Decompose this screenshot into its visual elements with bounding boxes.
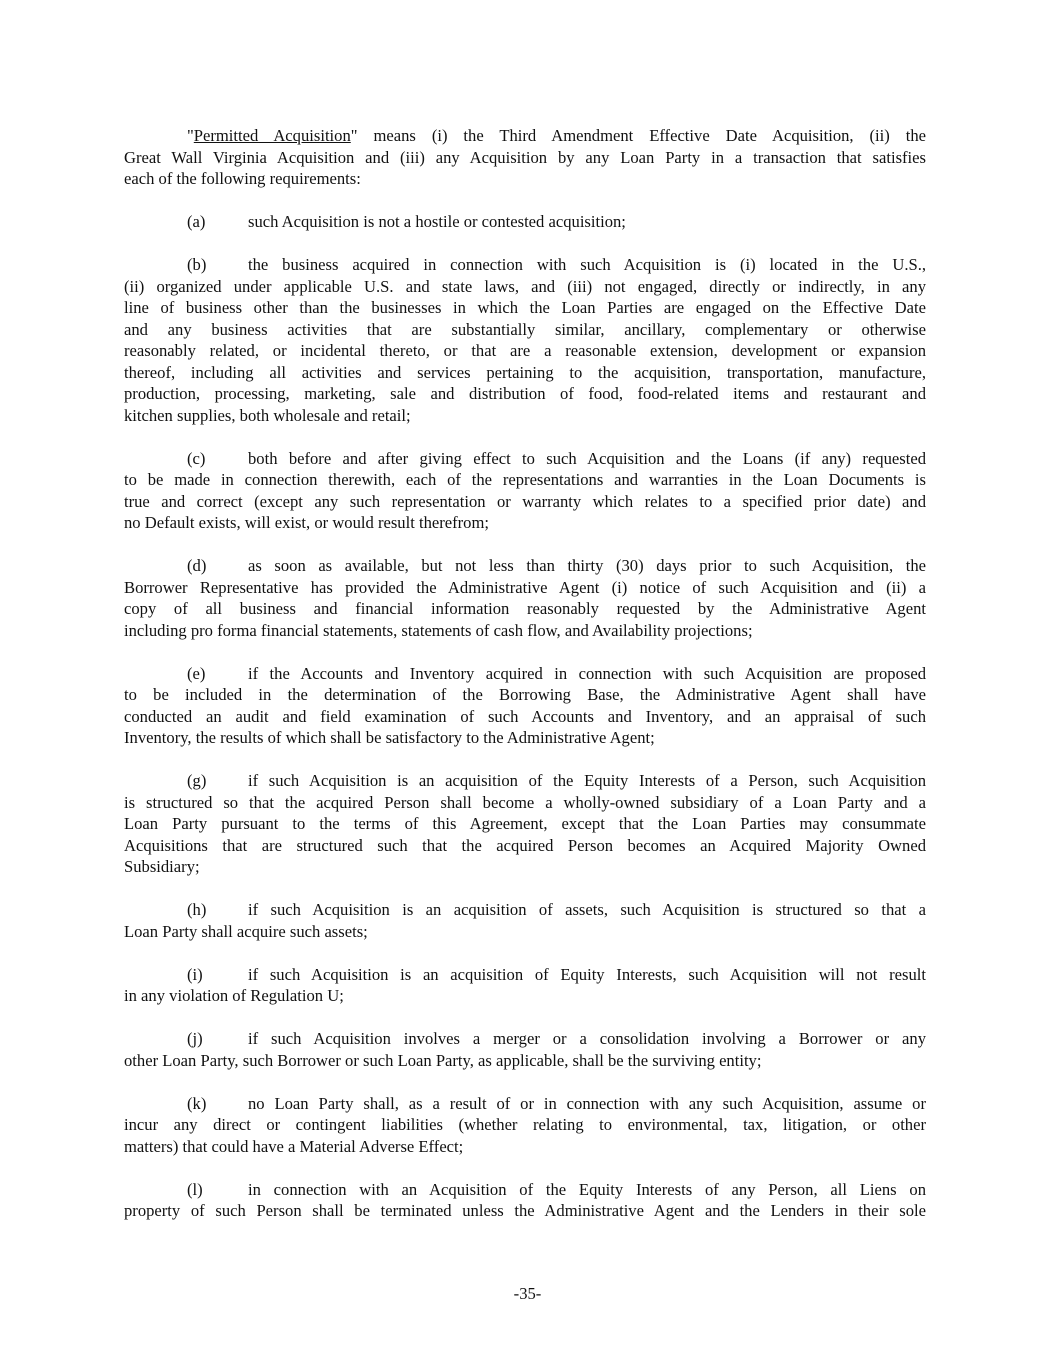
text-line: Loan Party pursuant to the terms of this Agreement, except that the Loan Parties may consummate [124, 814, 926, 833]
text-line [124, 964, 926, 986]
clause-label: (h) [187, 900, 207, 919]
text-line: line of business other than the businesses in which the Loan Parties are engaged on the Effective Date [124, 298, 926, 317]
text-line: Inventory, the results of which shall be satisfactory to the Administrative Agent; [124, 728, 655, 747]
clause-j [124, 1028, 926, 1071]
clause-l [124, 1179, 926, 1222]
line-text: if such Acquisition is an acquisition of assets, such Acquisition is structured so that a [248, 900, 926, 919]
text-line [124, 1093, 926, 1115]
clause-label: (d) [187, 556, 207, 575]
line-text: both before and after giving effect to such Acquisition and the Loans (if any) requested [248, 448, 926, 468]
text-line [124, 663, 926, 685]
text-line: Subsidiary; [124, 857, 200, 876]
line-text: no Loan Party shall, as a result of or in connection with any such Acquisition, assume or [248, 1093, 926, 1113]
clause-b [124, 254, 926, 426]
clause-label: (i) [187, 964, 203, 984]
text-line: matters) that could have a Material Adverse Effect; [124, 1136, 464, 1156]
text-line: Borrower Representative has provided the Administrative Agent (i) notice of such Acquisition and (ii) a [124, 577, 926, 597]
clause-e [124, 663, 926, 749]
clause-g [124, 770, 926, 878]
line-text: as soon as available, but not less than thirty (30) days prior to such Acquisition, the [248, 556, 926, 575]
open-quote: " [187, 126, 194, 145]
line-text: such Acquisition is not a hostile or contested acquisition; [248, 212, 626, 231]
clause-label: (l) [187, 1179, 203, 1199]
text-line: each of the following requirements: [124, 169, 361, 188]
clause-d [124, 555, 926, 641]
text-line: conducted an audit and field examination of such Accounts and Inventory, and an appraisal of such [124, 706, 926, 726]
clause-label: (e) [187, 663, 206, 683]
text-line: production, processing, marketing, sale and distribution of food, food-related items and restaurant and [124, 384, 926, 403]
text-line: (ii) organized under applicable U.S. and state laws, and (iii) not engaged, directly or indirectly, in any [124, 276, 926, 296]
clause-label: (g) [187, 771, 207, 790]
text-line: in any violation of Regulation U; [124, 986, 344, 1005]
clause-k [124, 1093, 926, 1158]
clause-c [124, 448, 926, 534]
text-line: is structured so that the acquired Person shall become a wholly-owned subsidiary of a Loan Party and a [124, 792, 926, 812]
text-line: property of such Person shall be terminated unless the Administrative Agent and the Lenders in their sole [124, 1201, 926, 1220]
clause-list [124, 211, 926, 1222]
text-line [124, 1028, 926, 1050]
clause-label: (k) [187, 1093, 207, 1113]
text-line [124, 555, 926, 577]
line-text: if the Accounts and Inventory acquired in connection with such Acquisition are proposed [248, 663, 926, 683]
line-text: if such Acquisition involves a merger or a consolidation involving a Borrower or any [248, 1029, 926, 1048]
text-line: to be included in the determination of the Borrowing Base, the Administrative Agent shall have [124, 685, 926, 704]
text-line: Great Wall Virginia Acquisition and (iii) any Acquisition by any Loan Party in a transaction that satisfies [124, 147, 926, 167]
text-line [124, 211, 926, 233]
line-text: if such Acquisition is an acquisition of the Equity Interests of a Person, such Acquisition [248, 771, 926, 790]
text-line [124, 1179, 926, 1201]
text-line [124, 770, 926, 792]
text-line: incur any direct or contingent liabilities (whether relating to environmental, tax, litigation, or other [124, 1115, 926, 1134]
clause-a [124, 211, 926, 233]
line-text: the business acquired in connection with such Acquisition is (i) located in the U.S., [248, 255, 926, 274]
text-line: true and correct (except any such representation or warranty which relates to a specified prior date) and [124, 491, 926, 511]
clause-label: (c) [187, 448, 206, 468]
text-line: including pro forma financial statements, statements of cash flow, and Availability projections; [124, 620, 753, 640]
clause-i [124, 964, 926, 1007]
line-text: in connection with an Acquisition of the Equity Interests of any Person, all Liens on [248, 1179, 926, 1199]
document-body [124, 125, 926, 1243]
text-line [124, 125, 926, 147]
definition-permitted-acquisition [124, 125, 926, 190]
text-line: to be made in connection therewith, each of the representations and warranties in the Loan Documents is [124, 470, 926, 489]
text-line: no Default exists, will exist, or would result therefrom; [124, 513, 489, 532]
clause-label: (j) [187, 1029, 203, 1048]
text-line [124, 899, 926, 921]
text-line: reasonably related, or incidental thereto, or that are a reasonable extension, development or expansion [124, 341, 926, 360]
clause-label: (a) [187, 212, 206, 231]
text-line: and any business activities that are substantially similar, ancillary, complementary or otherwise [124, 319, 926, 339]
page-number: -35- [513, 1284, 542, 1303]
clause-h [124, 899, 926, 942]
text-line: copy of all business and financial information reasonably requested by the Administrative Agent [124, 599, 926, 618]
line-text: if such Acquisition is an acquisition of Equity Interests, such Acquisition will not result [248, 964, 926, 984]
clause-label: (b) [187, 255, 207, 274]
text-line: Acquisitions that are structured such that the acquired Person becomes an Acquired Majority Owned [124, 835, 926, 855]
text-line: other Loan Party, such Borrower or such Loan Party, as applicable, shall be the surviving entity; [124, 1050, 762, 1070]
text-line: thereof, including all activities and services pertaining to the acquisition, transportation, manufacture, [124, 362, 926, 382]
text-line: kitchen supplies, both wholesale and retail; [124, 405, 411, 425]
text-line [124, 448, 926, 470]
text-line [124, 254, 926, 276]
line-text: " means (i) the Third Amendment Effective Date Acquisition, (ii) the [350, 126, 926, 145]
defined-term: Permitted Acquisition [193, 126, 351, 145]
text-line: Loan Party shall acquire such assets; [124, 921, 368, 941]
